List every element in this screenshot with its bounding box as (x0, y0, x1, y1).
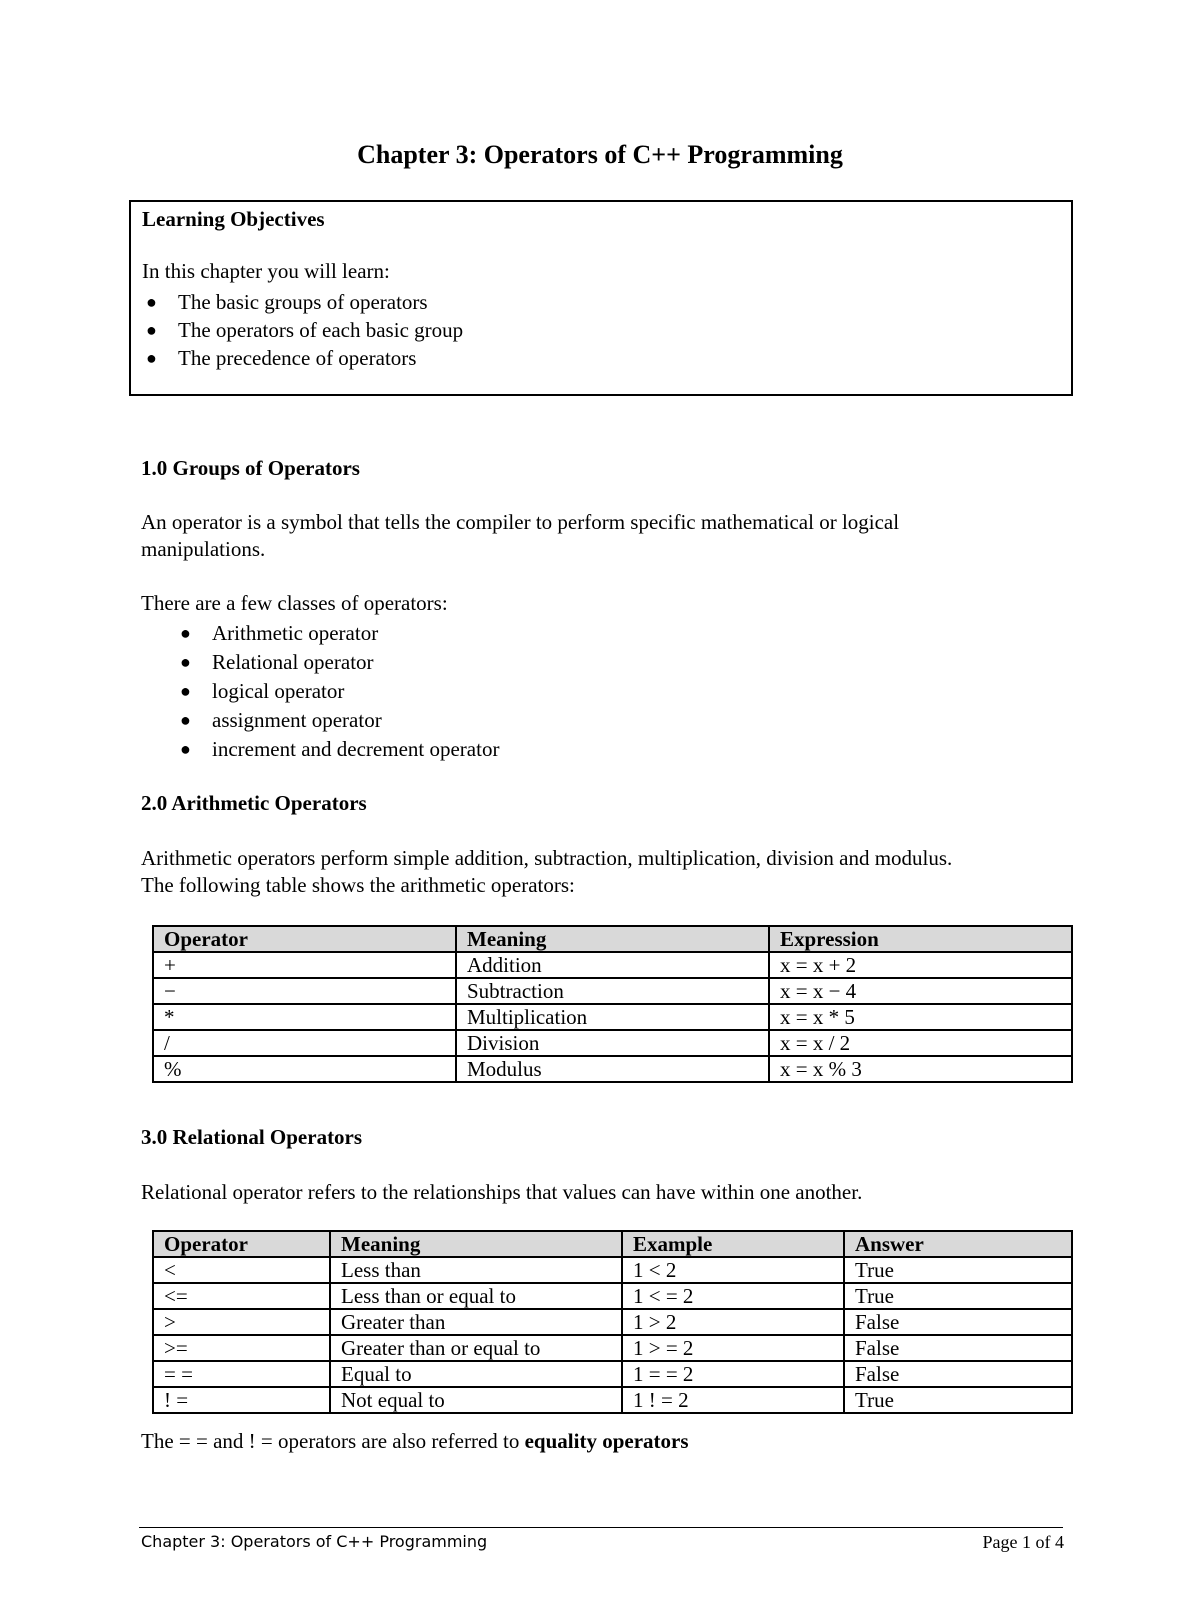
table-cell: 1 > = 2 (622, 1335, 844, 1361)
table-cell: 1 ! = 2 (622, 1387, 844, 1413)
column-header: Answer (844, 1231, 1072, 1257)
section1-heading: 1.0 Groups of Operators (141, 456, 360, 480)
table-row (153, 1004, 1072, 1030)
table-cell: Equal to (330, 1361, 622, 1387)
table-row (153, 978, 1072, 1004)
table-row (153, 1056, 1072, 1082)
objectives-intro: In this chapter you will learn: (142, 259, 390, 283)
footer-chapter-title: Chapter 3: Operators of C++ Programming (141, 1532, 488, 1551)
column-header: Meaning (330, 1231, 622, 1257)
table-row (153, 1257, 1072, 1283)
table-row (153, 1361, 1072, 1387)
list-item: ● logical operator (176, 677, 499, 706)
table-cell: x = x − 4 (769, 978, 1072, 1004)
bullet-icon: ● (180, 681, 191, 701)
table-cell: True (844, 1387, 1072, 1413)
table-cell: % (153, 1056, 456, 1082)
list-item: ● The basic groups of operators (146, 290, 428, 314)
table-cell: x = x * 5 (769, 1004, 1072, 1030)
column-header: Operator (153, 926, 456, 952)
table-cell: Less than or equal to (330, 1283, 622, 1309)
section1-para2: There are a few classes of operators: (141, 591, 448, 615)
list-item: ● The operators of each basic group (146, 318, 464, 342)
table-row (153, 1335, 1072, 1361)
table-cell: * (153, 1004, 456, 1030)
table-cell: > (153, 1309, 330, 1335)
table-row (153, 1309, 1072, 1335)
objectives-list (142, 288, 463, 372)
list-item: ● assignment operator (176, 706, 499, 735)
bullet-icon: ● (180, 739, 191, 759)
table-cell: x = x / 2 (769, 1030, 1072, 1056)
equality-term: equality operators (524, 1429, 689, 1453)
section3-heading: 3.0 Relational Operators (141, 1125, 363, 1149)
bullet-icon: ● (146, 292, 157, 312)
table-cell: False (844, 1361, 1072, 1387)
table-cell: False (844, 1335, 1072, 1361)
column-header: Meaning (456, 926, 769, 952)
section2-para-line1: Arithmetic operators perform simple addition, subtraction, multiplication, division and modulus. (141, 846, 953, 870)
section1-para1-line2: manipulations. (141, 537, 266, 561)
page-title: Chapter 3: Operators of C++ Programming (357, 140, 843, 169)
table-cell: Greater than or equal to (330, 1335, 622, 1361)
column-header: Example (622, 1231, 844, 1257)
bullet-icon: ● (146, 320, 157, 340)
column-header: Operator (153, 1231, 330, 1257)
table-cell: 1 < = 2 (622, 1283, 844, 1309)
table-header-row (153, 926, 1072, 952)
table-cell: True (844, 1257, 1072, 1283)
table-cell: Greater than (330, 1309, 622, 1335)
table-cell: Modulus (456, 1056, 769, 1082)
table-cell: Not equal to (330, 1387, 622, 1413)
table-cell: <= (153, 1283, 330, 1309)
table-cell: < (153, 1257, 330, 1283)
bullet-icon: ● (180, 710, 191, 730)
operator-classes-list (176, 619, 499, 764)
section2-heading: 2.0 Arithmetic Operators (141, 791, 367, 815)
bullet-icon: ● (180, 652, 191, 672)
table-cell: ! = (153, 1387, 330, 1413)
table-cell: 1 = = 2 (622, 1361, 844, 1387)
section1-para1-line1: An operator is a symbol that tells the compiler to perform specific mathematical or logical (141, 510, 900, 534)
table-cell: 1 > 2 (622, 1309, 844, 1335)
equality-note: The = = and ! = operators are also referred to equality operators (141, 1429, 689, 1453)
table-cell: Division (456, 1030, 769, 1056)
objectives-heading: Learning Objectives (142, 207, 325, 231)
bullet-icon: ● (180, 623, 191, 643)
table-cell: Multiplication (456, 1004, 769, 1030)
learning-objectives-box (129, 200, 1073, 396)
table-cell: 1 < 2 (622, 1257, 844, 1283)
section3-para: Relational operator refers to the relationships that values can have within one another. (141, 1180, 863, 1204)
footer-page-number: Page 1 of 4 (982, 1532, 1064, 1552)
column-header: Expression (769, 926, 1072, 952)
table-cell: False (844, 1309, 1072, 1335)
section2-para-line2: The following table shows the arithmetic operators: (141, 873, 575, 897)
table-cell: True (844, 1283, 1072, 1309)
list-item: ● The precedence of operators (146, 346, 417, 370)
table-cell: = = (153, 1361, 330, 1387)
table-cell: Subtraction (456, 978, 769, 1004)
table-cell: >= (153, 1335, 330, 1361)
list-item: ● Arithmetic operator (176, 619, 499, 648)
table-row (153, 1387, 1072, 1413)
table-header-row (153, 1231, 1072, 1257)
table-cell: + (153, 952, 456, 978)
list-item: ● Relational operator (176, 648, 499, 677)
footer-divider (139, 1527, 1063, 1528)
bullet-icon: ● (146, 348, 157, 368)
table-row (153, 952, 1072, 978)
relational-operators-table (152, 1230, 1073, 1414)
list-item: ● increment and decrement operator (176, 735, 499, 764)
table-cell: x = x + 2 (769, 952, 1072, 978)
table-cell: / (153, 1030, 456, 1056)
table-row (153, 1283, 1072, 1309)
table-cell: Less than (330, 1257, 622, 1283)
table-cell: − (153, 978, 456, 1004)
table-cell: Addition (456, 952, 769, 978)
table-cell: x = x % 3 (769, 1056, 1072, 1082)
table-row (153, 1030, 1072, 1056)
arithmetic-operators-table (152, 925, 1073, 1083)
